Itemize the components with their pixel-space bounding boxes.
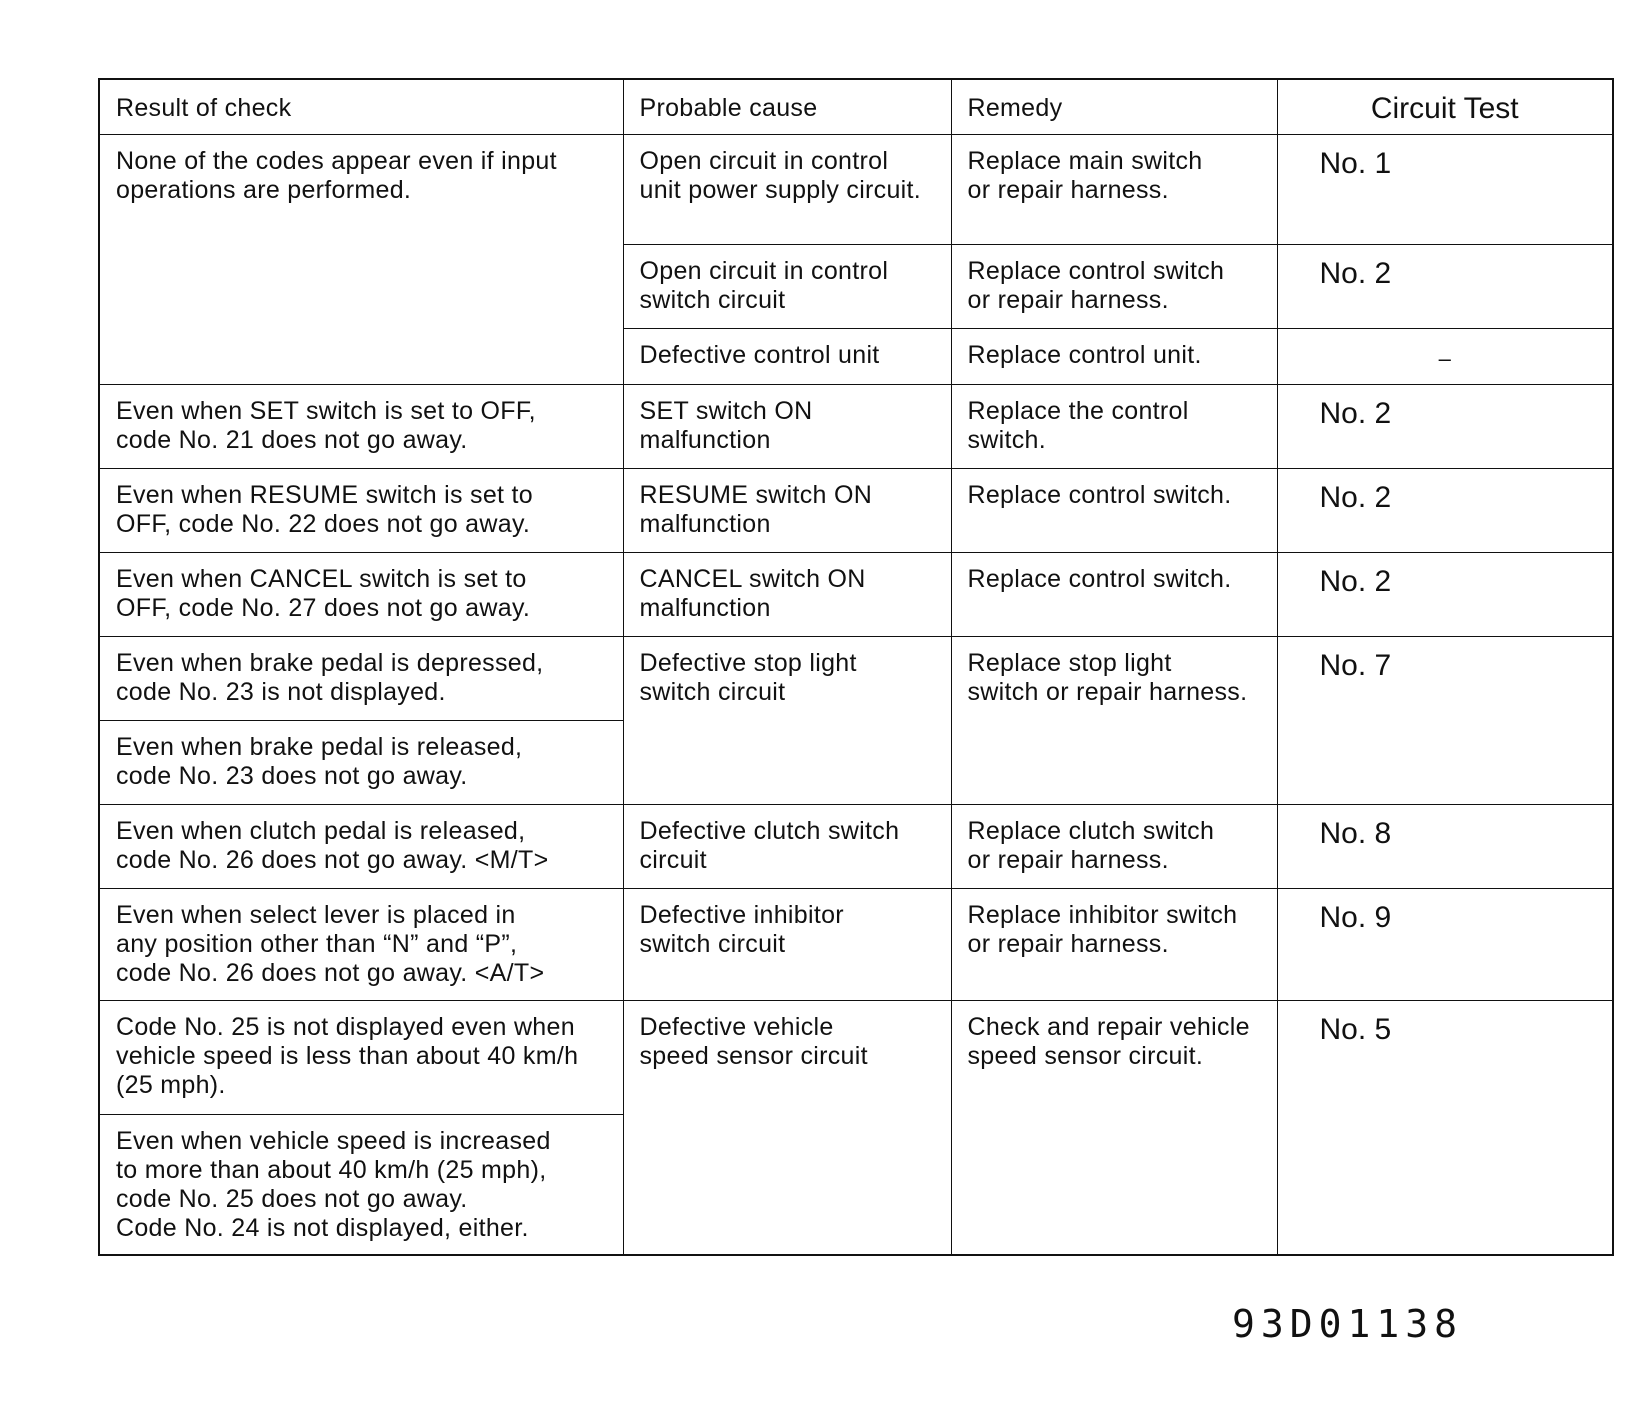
remedy-cell: Replace control switch or repair harness.: [951, 245, 1277, 329]
remedy-cell: Replace stop light switch or repair harness.: [951, 637, 1277, 805]
remedy-cell: Check and repair vehicle speed sensor circuit.: [951, 1001, 1277, 1255]
cause-cell: CANCEL switch ON malfunction: [623, 553, 951, 637]
result-cell: Code No. 25 is not displayed even when vehicle speed is less than about 40 km/h (25 mph).: [99, 1001, 623, 1115]
table-row: [99, 637, 1613, 721]
diagnosis-table: [98, 78, 1614, 1256]
cause-cell: SET switch ON malfunction: [623, 385, 951, 469]
circuit-test-cell: No. 7: [1277, 637, 1613, 805]
cause-cell: Defective clutch switch circuit: [623, 805, 951, 889]
table-header-row: [99, 79, 1613, 135]
circuit-test-cell: No. 8: [1277, 805, 1613, 889]
circuit-test-cell: –: [1277, 329, 1613, 385]
circuit-test-cell: No. 2: [1277, 469, 1613, 553]
circuit-test-cell: No. 2: [1277, 553, 1613, 637]
remedy-cell: Replace clutch switch or repair harness.: [951, 805, 1277, 889]
table-row: [99, 889, 1613, 1001]
table-row: [99, 385, 1613, 469]
cause-cell: Open circuit in control switch circuit: [623, 245, 951, 329]
circuit-test-cell: No. 9: [1277, 889, 1613, 1001]
result-cell: Even when RESUME switch is set to OFF, code No. 22 does not go away.: [99, 469, 623, 553]
cause-cell: Defective inhibitor switch circuit: [623, 889, 951, 1001]
cause-cell: Defective control unit: [623, 329, 951, 385]
table-row: [99, 469, 1613, 553]
cause-cell: Defective stop light switch circuit: [623, 637, 951, 805]
remedy-cell: Replace main switch or repair harness.: [951, 135, 1277, 245]
result-cell: Even when CANCEL switch is set to OFF, code No. 27 does not go away.: [99, 553, 623, 637]
circuit-test-cell: No. 1: [1277, 135, 1613, 245]
result-cell: Even when brake pedal is released, code No. 23 does not go away.: [99, 721, 623, 805]
result-cell: Even when clutch pedal is released, code No. 26 does not go away. <M/T>: [99, 805, 623, 889]
result-cell: None of the codes appear even if input operations are performed.: [99, 135, 623, 385]
cause-cell: Open circuit in control unit power supply circuit.: [623, 135, 951, 245]
cause-cell: Defective vehicle speed sensor circuit: [623, 1001, 951, 1255]
circuit-test-cell: No. 2: [1277, 385, 1613, 469]
document-id: 93D01138: [1232, 1302, 1464, 1346]
table-row: [99, 135, 1613, 245]
remedy-cell: Replace inhibitor switch or repair harness.: [951, 889, 1277, 1001]
table-row: [99, 1001, 1613, 1115]
remedy-cell: Replace control unit.: [951, 329, 1277, 385]
result-cell: Even when select lever is placed in any position other than “N” and “P”, code No. 26 does not go away. <A/T>: [99, 889, 623, 1001]
remedy-cell: Replace the control switch.: [951, 385, 1277, 469]
cause-cell: RESUME switch ON malfunction: [623, 469, 951, 553]
circuit-test-cell: No. 5: [1277, 1001, 1613, 1255]
header-probable-cause: Probable cause: [623, 79, 951, 135]
table-row: [99, 805, 1613, 889]
circuit-test-cell: No. 2: [1277, 245, 1613, 329]
header-remedy: Remedy: [951, 79, 1277, 135]
result-cell: Even when SET switch is set to OFF, code No. 21 does not go away.: [99, 385, 623, 469]
header-result-of-check: Result of check: [99, 79, 623, 135]
remedy-cell: Replace control switch.: [951, 553, 1277, 637]
result-cell: Even when brake pedal is depressed, code No. 23 is not displayed.: [99, 637, 623, 721]
table-row: [99, 553, 1613, 637]
result-cell: Even when vehicle speed is increased to more than about 40 km/h (25 mph), code No. 25 does not go away. Code No. 24 is not displayed, either.: [99, 1115, 623, 1255]
remedy-cell: Replace control switch.: [951, 469, 1277, 553]
header-circuit-test: Circuit Test: [1277, 79, 1613, 135]
